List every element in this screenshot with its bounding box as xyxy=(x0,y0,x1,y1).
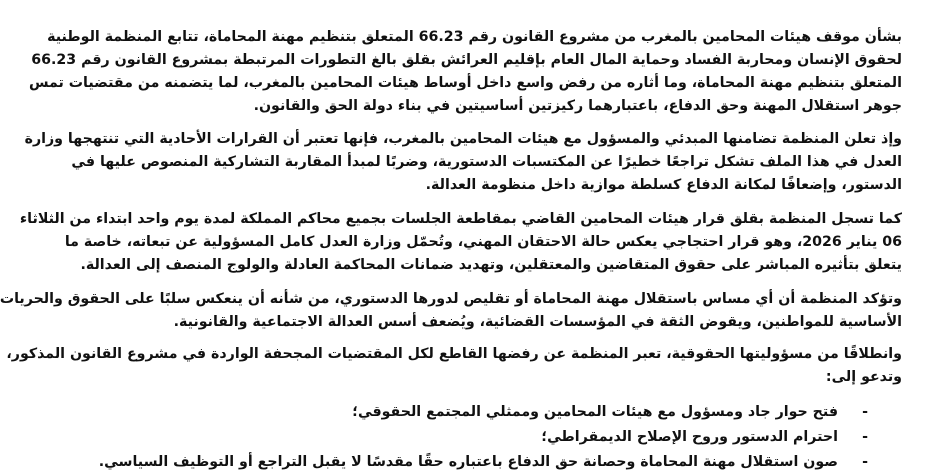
paragraph-line: 06 يناير 2026، وهو قرار احتجاجي يعكس حالة الاحتقان المهني، وتُحمّل وزارة العدل كامل المسؤولية عن تبعاته، خاصة ما xyxy=(64,234,902,250)
bullet-marker: - xyxy=(862,429,868,445)
list-item xyxy=(228,401,868,424)
paragraph-line: كما تسجل المنظمة بقلق قرار هيئات المحامين القاضي بمقاطعة الجلسات بجميع محاكم المملكة لمدة يوم واحد ابتداء من الثلاثاء xyxy=(19,211,902,227)
paragraph-line: الدستور، وإضعافًا لمكانة الدفاع كسلطة موازية داخل منظومة العدالة. xyxy=(425,177,902,193)
paragraph-line: وإذ تعلن المنظمة تضامنها المبدئي والمسؤول مع هيئات المحامين بالمغرب، فإنها تعتبر أن القرارات الأحادية التي تنتهجها وزارة xyxy=(24,131,902,147)
paragraph-line: جوهر استقلال المهنة وحق الدفاع، باعتبارهما ركيزتين أساسيتين في بناء دولة الحق والقانون. xyxy=(253,98,902,114)
bullet-marker: - xyxy=(862,404,868,420)
paragraph-line: وتدعو إلى: xyxy=(825,369,902,385)
list-item-text: فتح حوار جاد ومسؤول مع هيئات المحامين وممثلي المجتمع الحقوقي؛ xyxy=(352,404,838,420)
demands-list xyxy=(98,401,868,474)
paragraph-line: العدل في هذا الملف تشكل تراجعًا خطيرًا عن المكتسبات الدستورية، وضربًا لمبدأ المقاربة التشاركية المنصوص عليها في xyxy=(71,154,902,170)
list-item xyxy=(98,451,868,474)
paragraph-line: وتؤكد المنظمة أن أي مساس باستقلال مهنة المحاماة أو تقليص لدورها الدستوري، من شأنه أن ينعكس سلبًا على الحقوق والحريات xyxy=(0,291,902,307)
paragraph-2 xyxy=(24,128,902,197)
paragraph-line: لحقوق الإنسان ومحاربة الفساد وحماية المال العام بإقليم العرائش بقلق بالغ التطورات المرتبطة بمشروع القانون رقم 66.23 xyxy=(31,52,902,68)
paragraph-4 xyxy=(0,288,902,334)
list-item-text: احترام الدستور وروح الإصلاح الديمقراطي؛ xyxy=(541,429,838,445)
bullet-marker: - xyxy=(862,454,868,470)
paragraph-1 xyxy=(28,26,902,118)
paragraph-5 xyxy=(6,343,902,389)
paragraph-line: يتعلق بتأثيره المباشر على حقوق المتقاضين والمعتقلين، وتهديد ضمانات المحاكمة العادلة والولوج المنصف إلى العدالة. xyxy=(80,257,902,273)
paragraph-line: الأساسية للمواطنين، ويقوض الثقة في المؤسسات القضائية، ويُضعف أسس العدالة الاجتماعية والقانونية. xyxy=(173,314,902,330)
paragraph-line: بشأن موقف هيئات المحامين بالمغرب من مشروع القانون رقم 66.23 المتعلق بتنظيم مهنة المحاماة، تتابع المنظمة الوطنية xyxy=(47,29,902,45)
paragraph-line: وانطلاقًا من مسؤوليتها الحقوقية، تعبر المنظمة عن رفضها القاطع لكل المقتضيات المجحفة الواردة في مشروع القانون المذكور، xyxy=(6,346,902,362)
list-item xyxy=(228,426,868,449)
paragraph-line: المتعلق بتنظيم مهنة المحاماة، وما أثاره من رفض واسع داخل أوساط هيئات المحامين بالمغرب، لما يتضمنه من مقتضيات تمس xyxy=(28,75,902,91)
paragraph-3 xyxy=(19,208,902,277)
list-item-text: صون استقلال مهنة المحاماة وحصانة حق الدفاع باعتباره حقًا مقدسًا لا يقبل التراجع أو التوظيف السياسي. xyxy=(98,454,838,470)
